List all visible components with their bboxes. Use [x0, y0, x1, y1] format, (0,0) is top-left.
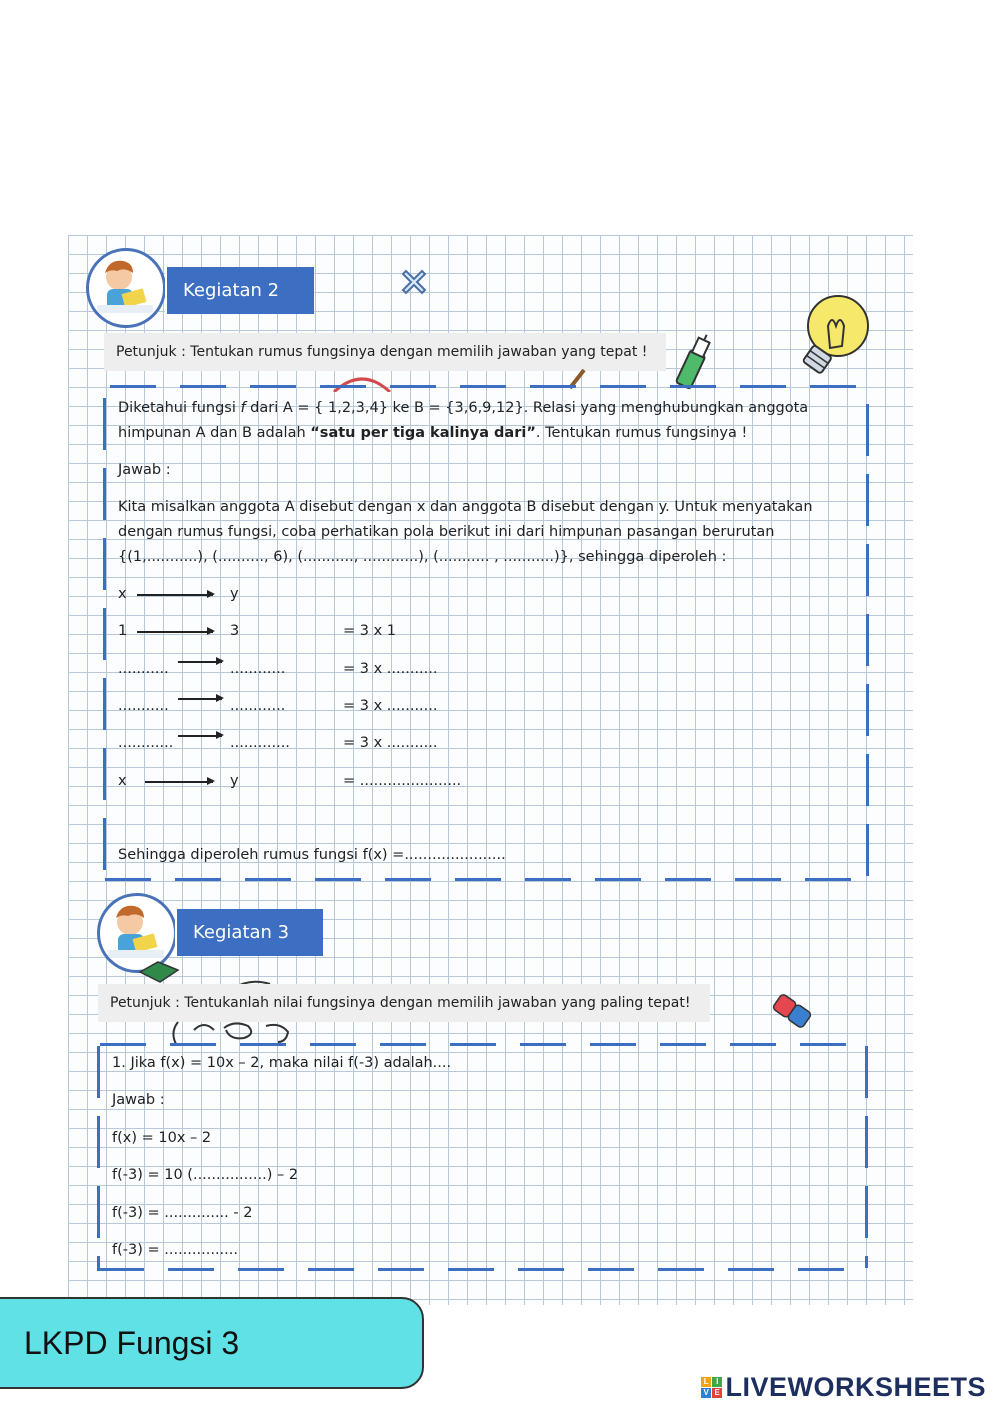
kegiatan-3-box-bottom-border — [98, 1268, 868, 1271]
kegiatan-3-question: 1. Jika f(x) = 10x – 2, maka nilai f(-3) adalah.... — [112, 1055, 452, 1071]
kegiatan-2-jawab-label: Jawab : — [118, 462, 171, 478]
eraser-icon — [768, 990, 816, 1032]
arrow-right-icon — [145, 781, 213, 783]
mapping-row-right-blank[interactable]: ............ — [230, 661, 286, 677]
kegiatan-2-box-top-border — [110, 385, 865, 388]
explanation-line-3-answer-blanks[interactable]: {(1,...........), (.........., 6), (..........., ............), (........... , ...........)}, sehingga diperoleh : — [118, 549, 727, 565]
mapping-row-equation-blank[interactable]: = 3 x ........... — [343, 735, 438, 751]
kegiatan-3-title: Kegiatan 3 — [175, 909, 323, 956]
arrow-right-icon — [178, 698, 222, 700]
mapping-row-equation: = 3 x 1 — [343, 623, 397, 639]
answer-line-substitution-blank[interactable]: f(-3) = 10 (................) – 2 — [112, 1167, 299, 1183]
answer-line-function: f(x) = 10x – 2 — [112, 1130, 212, 1146]
problem-statement-line-1: Diketahui fungsi f dari A = { 1,2,3,4} ke B = {3,6,9,12}. Relasi yang menghubungkan anggota — [118, 400, 809, 416]
problem-statement-line-2: himpunan A dan B adalah “satu per tiga kalinya dari”. Tentukan rumus fungsinya ! — [118, 425, 748, 441]
book-doodle-icon — [136, 958, 182, 984]
arrow-right-icon — [137, 631, 213, 633]
mapping-row-left-blank[interactable]: ........... — [118, 661, 169, 677]
mapping-row-left: x — [118, 773, 127, 789]
kegiatan-2-title: Kegiatan 2 — [165, 267, 314, 314]
explanation-line-1: Kita misalkan anggota A disebut dengan x dan anggota B disebut dengan y. Untuk menyatakan — [118, 499, 813, 515]
mapping-row-left: x — [118, 586, 127, 602]
mapping-row-left-blank[interactable]: ............ — [118, 735, 174, 751]
kegiatan-3-box-right-border — [865, 1046, 868, 1268]
mapping-row-equation-blank[interactable]: = ...................... — [343, 773, 462, 789]
answer-line-product-blank[interactable]: f(-3) = .............. - 2 — [112, 1205, 253, 1221]
arrow-right-icon — [178, 735, 222, 737]
kegiatan-2-box-right-border — [866, 404, 869, 878]
arrow-right-icon — [137, 594, 213, 596]
student-avatar — [86, 248, 166, 328]
answer-line-result-blank[interactable]: f(-3) = ................ — [112, 1242, 238, 1258]
conclusion-formula-blank[interactable]: Sehingga diperoleh rumus fungsi f(x) =...................... — [118, 847, 506, 863]
worksheet-title: LKPD Fungsi 3 — [24, 1324, 240, 1361]
liveworksheets-logo-icon: L I V E — [701, 1377, 722, 1398]
mapping-row-equation-blank[interactable]: = 3 x ........... — [343, 661, 438, 677]
mapping-row-left-blank[interactable]: ........... — [118, 698, 169, 714]
liveworksheets-brand[interactable] — [701, 1372, 986, 1403]
mapping-row-right: 3 — [230, 623, 240, 639]
protractor-doodle-icon — [330, 372, 394, 392]
kegiatan-3-jawab-label: Jawab : — [112, 1092, 165, 1108]
brand-name: LIVEWORKSHEETS — [725, 1372, 986, 1402]
kegiatan-3-box-top-border — [100, 1043, 868, 1046]
worksheet-title-banner — [0, 1297, 424, 1389]
mapping-row-right-blank[interactable]: ............. — [230, 735, 290, 751]
arrow-right-icon — [178, 661, 222, 663]
mapping-row-left: 1 — [118, 623, 128, 639]
mapping-row-right: y — [230, 586, 239, 602]
kegiatan-2-box-bottom-border — [105, 878, 865, 881]
mapping-row-equation-blank[interactable]: = 3 x ........... — [343, 698, 438, 714]
mapping-row-right-blank[interactable]: ............ — [230, 698, 286, 714]
mapping-row-right: y — [230, 773, 239, 789]
kegiatan-2-hint: Petunjuk : Tentukan rumus fungsinya dengan memilih jawaban yang tepat ! — [104, 333, 666, 371]
kegiatan-3-hint: Petunjuk : Tentukanlah nilai fungsinya dengan memilih jawaban yang paling tepat! — [98, 984, 710, 1022]
lightbulb-icon — [786, 284, 880, 380]
marker-pen-icon — [670, 332, 718, 390]
scribble-doodle-icon — [168, 1018, 298, 1046]
explanation-line-2: dengan rumus fungsi, coba perhatikan pola berikut ini dari himpunan pasangan berurutan — [118, 524, 775, 540]
cross-doodle-icon — [398, 266, 430, 298]
kegiatan-2-box-left-border — [103, 398, 106, 876]
kegiatan-3-box-left-border — [97, 1046, 100, 1271]
